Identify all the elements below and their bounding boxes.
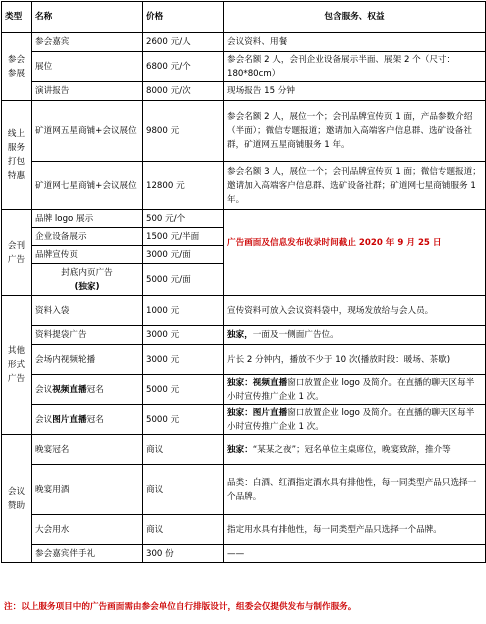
item-name: 封底内页广告 xyxy=(61,267,113,278)
item-price: 8000 元/次 xyxy=(143,82,224,101)
item-name: 企业设备展示 xyxy=(32,228,143,246)
item-name: 展位 xyxy=(32,52,143,82)
header-price: 价格 xyxy=(143,2,224,33)
item-price: 1500 元/半面 xyxy=(143,228,224,246)
item-service: 品类：白酒、红酒指定酒水具有排他性，每一同类型产品只选择一个品牌。 xyxy=(224,465,486,515)
item-price: 商议 xyxy=(143,515,224,545)
item-name-cell xyxy=(32,375,143,405)
ad-deadline-cell xyxy=(224,210,486,296)
item-name: 演讲报告 xyxy=(32,82,143,101)
table-row xyxy=(2,515,486,545)
item-name-bold: 图片直播 xyxy=(52,414,87,425)
item-name-cell xyxy=(32,405,143,435)
exclusive-label: 独家： xyxy=(227,444,253,455)
item-name-post: 冠名 xyxy=(86,414,104,425)
item-name: 矿道网五星商铺+会议展位 xyxy=(32,101,143,162)
table-row xyxy=(2,101,486,162)
item-price: 5000 元 xyxy=(143,375,224,405)
item-price: 3000 元 xyxy=(143,326,224,345)
exclusive-label: 独家： xyxy=(227,377,253,388)
item-price: 6800 元/个 xyxy=(143,52,224,82)
item-name: 参会嘉宾 xyxy=(32,33,143,52)
item-name: 晚宴用酒 xyxy=(32,465,143,515)
ad-deadline-text: 广告画面及信息发布收录时间截止 2020 年 9 月 25 日 xyxy=(227,238,442,248)
item-price: 2600 元/人 xyxy=(143,33,224,52)
exclusive-label: 独家： xyxy=(227,407,253,418)
table-row xyxy=(2,465,486,515)
table-row xyxy=(2,345,486,375)
item-price: 500 元/个 xyxy=(143,210,224,228)
table-header-row xyxy=(2,2,486,33)
table-row xyxy=(2,296,486,326)
item-name: 大会用水 xyxy=(32,515,143,545)
item-name-post: 冠名 xyxy=(86,384,104,395)
item-price: 商议 xyxy=(143,465,224,515)
item-price: 12800 元 xyxy=(143,162,224,210)
header-service: 包含服务、权益 xyxy=(224,2,486,33)
item-service: 会议资料、用餐 xyxy=(224,33,486,52)
item-service-bold: 视频直播 xyxy=(252,377,288,388)
item-price: 商议 xyxy=(143,435,224,465)
item-service: 片长 2 分钟内，播放不少于 10 次(播放时段：暖场、茶歇) xyxy=(224,345,486,375)
table-row xyxy=(2,326,486,345)
table-row xyxy=(2,375,486,405)
item-name-pre: 会议 xyxy=(35,384,53,395)
exclusive-tag: (独家) xyxy=(74,281,100,292)
item-name: 资料入袋 xyxy=(32,296,143,326)
header-name: 名称 xyxy=(32,2,143,33)
service-price-table xyxy=(1,1,486,563)
item-price: 5000 元/面 xyxy=(143,264,224,296)
table-row xyxy=(2,33,486,52)
item-service: “某某之夜”；冠名单位主桌席位，晚宴致辞，推介等 xyxy=(252,444,451,455)
item-service-cell xyxy=(224,435,486,465)
category-cell: 会刊广告 xyxy=(2,210,32,296)
item-service: 窗口放置企业 logo 及简介。在直播的聊天区每半小时宣传推广企业 1 次。 xyxy=(227,407,475,432)
item-service: 参会名额 3 人，展位一个；会刊品牌宣传页 1 面；微信专题报道；邀请加入高端客户信息群、选矿设备社群；矿道网七星商铺服务 1 年。 xyxy=(224,162,486,210)
item-price: 9800 元 xyxy=(143,101,224,162)
table-row xyxy=(2,545,486,563)
item-price: 5000 元 xyxy=(143,405,224,435)
item-service: 宣传资料可放入会议资料袋中，现场发放给与会人员。 xyxy=(224,296,486,326)
item-price: 300 份 xyxy=(143,545,224,563)
item-name: 参会嘉宾伴手礼 xyxy=(32,545,143,563)
item-name-pre: 会议 xyxy=(35,414,53,425)
table-row xyxy=(2,210,486,228)
table-row xyxy=(2,162,486,210)
item-price: 1000 元 xyxy=(143,296,224,326)
item-name: 品牌宣传页 xyxy=(32,246,143,264)
item-service: 窗口放置企业 logo 及简介。在直播的聊天区每半小时宣传推广企业 1 次。 xyxy=(227,377,475,402)
exclusive-label: 独家， xyxy=(227,330,253,340)
item-name: 品牌 logo 展示 xyxy=(32,210,143,228)
category-cell: 线上服务打包特惠 xyxy=(2,101,32,210)
item-service: 参会名额 2 人，会刊企业设备展示半面、展架 2 个（尺寸：180*80cm） xyxy=(224,52,486,82)
item-price: 3000 元/面 xyxy=(143,246,224,264)
table-row xyxy=(2,405,486,435)
item-service: 现场报告 15 分钟 xyxy=(224,82,486,101)
table-row xyxy=(2,435,486,465)
item-name: 资料提袋广告 xyxy=(32,326,143,345)
item-service: 一面及一侧面广告位。 xyxy=(252,330,339,340)
category-cell: 参会参展 xyxy=(2,33,32,101)
item-service: 参会名额 2 人，展位一个；会刊品牌宣传页 1 面，产品参数介绍（半面）；微信专题报道；邀请加入高端客户信息群、选矿设备社群，矿道网五星商铺服务 1 年。 xyxy=(224,101,486,162)
item-service: —— xyxy=(224,545,486,563)
item-name: 会场内视频轮播 xyxy=(32,345,143,375)
item-service-cell xyxy=(224,326,486,345)
category-cell: 会议赞助 xyxy=(2,435,32,563)
item-name: 矿道网七星商铺+会议展位 xyxy=(32,162,143,210)
table-row xyxy=(2,82,486,101)
item-name: 晚宴冠名 xyxy=(32,435,143,465)
category-cell: 其他形式广告 xyxy=(2,296,32,435)
item-service-bold: 图片直播 xyxy=(252,407,288,418)
item-service-cell xyxy=(224,405,486,435)
item-service-cell xyxy=(224,375,486,405)
header-type: 类型 xyxy=(2,2,32,33)
item-name-cell xyxy=(32,264,143,296)
table-row xyxy=(2,52,486,82)
item-name-bold: 视频直播 xyxy=(52,384,87,395)
item-service: 指定用水具有排他性，每一同类型产品只选择一个品牌。 xyxy=(224,515,486,545)
item-price: 3000 元 xyxy=(143,345,224,375)
footnote: 注：以上服务项目中的广告画面需由参会单位自行排版设计，组委会仅提供发布与制作服务。 xyxy=(4,602,357,612)
